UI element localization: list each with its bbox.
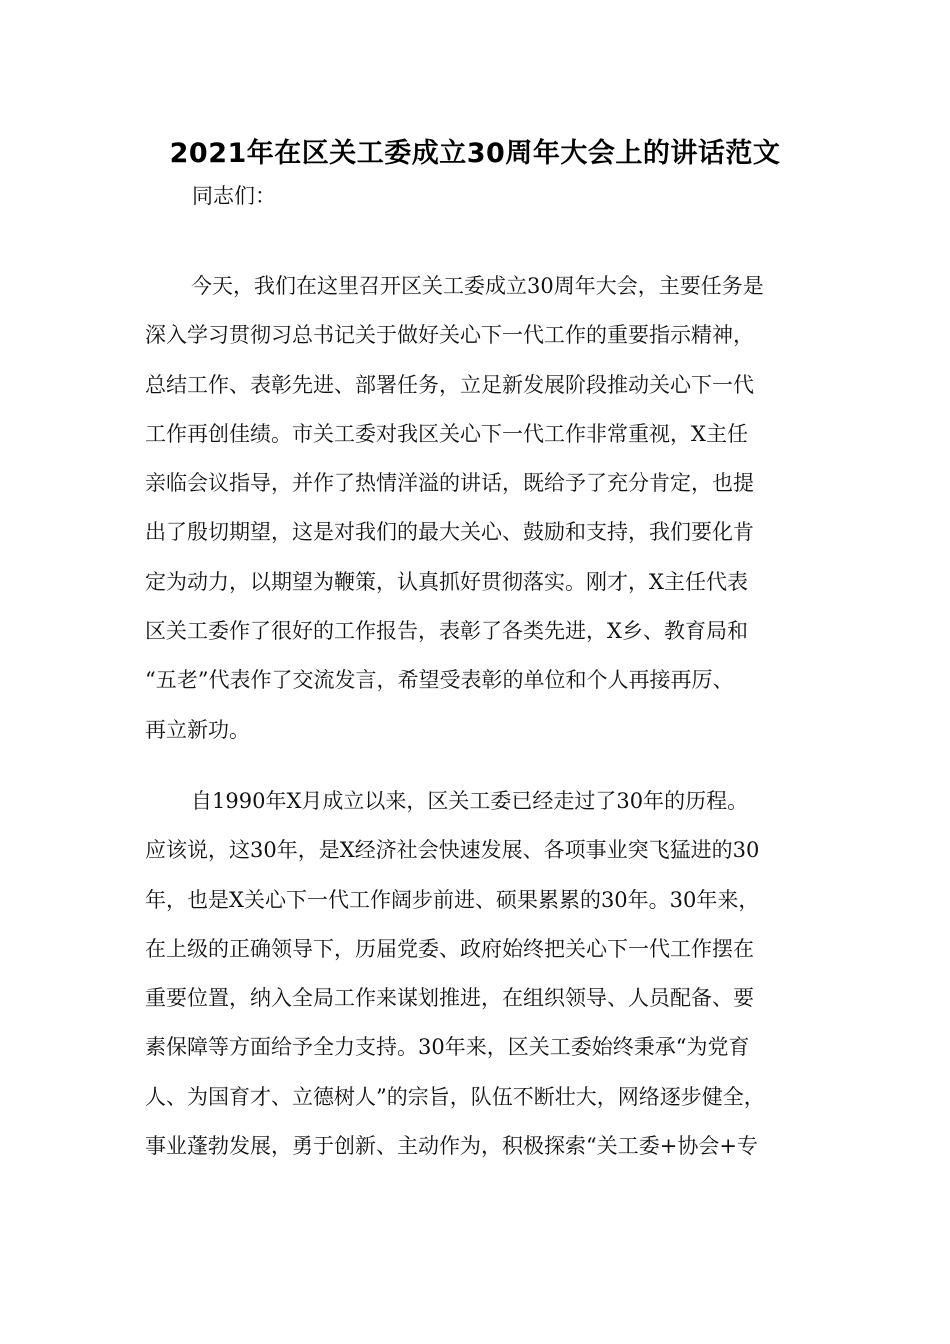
paragraph-line: 年，也是X关心下一代工作阔步前进、硕果累累的30年。30年来， (145, 887, 760, 912)
paragraph-2 (145, 777, 825, 1171)
paragraph-line: 素保障等方面给予全力支持。30年来，区关工委始终秉承“为党育 (145, 1035, 750, 1060)
paragraph-line: 深入学习贯彻习总书记关于做好关心下一代工作的重要指示精神， (145, 323, 754, 348)
paragraph-line: “五老”代表作了交流发言，希望受表彰的单位和个人再接再厉、 (145, 668, 734, 693)
paragraph-line: 出了殷切期望，这是对我们的最大关心、鼓励和支持，我们要化肯 (145, 520, 754, 545)
paragraph-line: 今天，我们在这里召开区关工委成立30周年大会，主要任务是 (191, 274, 764, 298)
salutation: 同志们： (192, 184, 276, 208)
paragraph-line: 总结工作、表彰先进、部署任务，立足新发展阶段推动关心下一代 (145, 372, 754, 397)
paragraph-line: 自1990年X月成立以来，区关工委已经走过了30年的历程。 (191, 789, 749, 813)
paragraph-line: 区关工委作了很好的工作报告，表彰了各类先进，X乡、教育局和 (145, 619, 748, 644)
paragraph-line: 亲临会议指导，并作了热情洋溢的讲话，既给予了充分肯定，也提 (145, 471, 754, 496)
paragraph-line: 重要位置，纳入全局工作来谋划推进，在组织领导、人员配备、要 (145, 986, 754, 1011)
paragraph-line: 人、为国育才、立德树人”的宗旨，队伍不断壮大，网络逐步健全， (145, 1084, 765, 1109)
paragraph-line: 工作再创佳绩。市关工委对我区关心下一代工作非常重视，X主任 (145, 421, 748, 446)
paragraph-line: 在上级的正确领导下，历届党委、政府始终把关心下一代工作摆在 (145, 936, 754, 961)
paragraph-line: 应该说，这30年，是X经济社会快速发展、各项事业突飞猛进的30 (145, 838, 760, 863)
paragraph-line: 定为动力，以期望为鞭策，认真抓好贯彻落实。刚才，X主任代表 (145, 569, 748, 594)
document-title: 2021年在区关工委成立30周年大会上的讲话范文 (169, 138, 781, 169)
paragraph-1 (145, 262, 825, 755)
paragraph-line: 事业蓬勃发展，勇于创新、主动作为，积极探索“关工委+协会+专 (145, 1134, 758, 1159)
paragraph-line: 再立新功。 (145, 717, 250, 742)
